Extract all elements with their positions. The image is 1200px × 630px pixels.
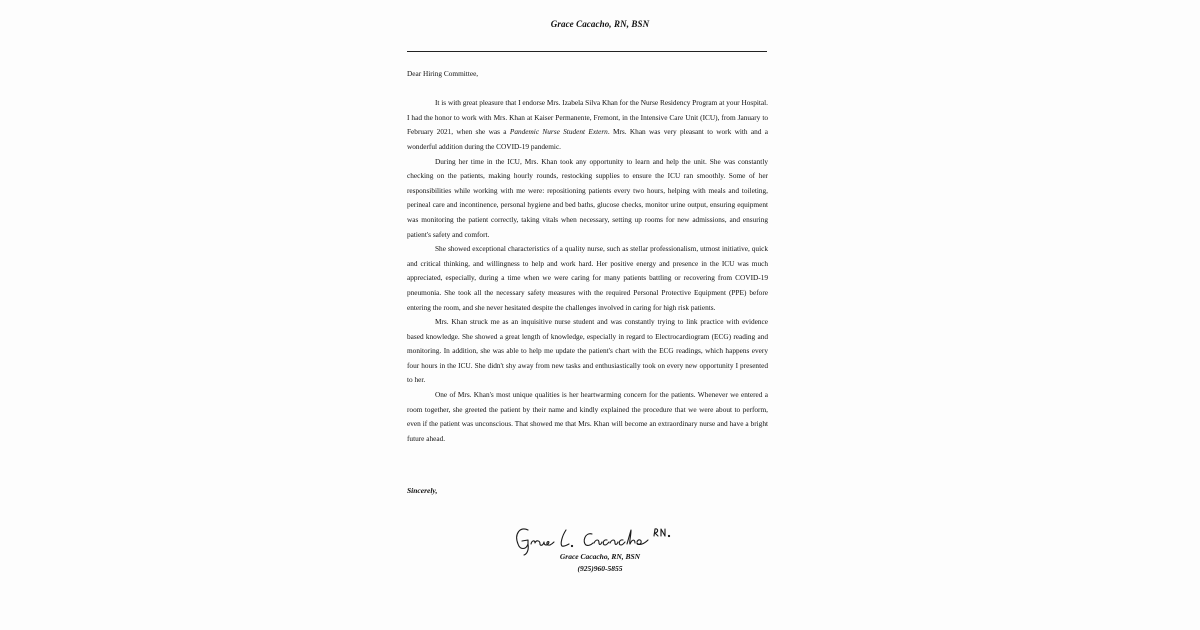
signature-name: Grace Cacacho, RN, BSN [559,552,641,561]
paragraph-1-emphasis: Pandemic Nurse Student Extern [509,127,608,137]
paragraph-3: She showed exceptional characteristics of a quality nurse, such as stellar professionalism, utmost initiative, quick and critical thinking, and willingness to help and work hard. Her positive energy and presence in the ICU was much appreciated, especially, during a time when we were caring for many patients battling or recovering from COVID-19 pneumonia. She took all the necessary safety measures with the required Personal Protective Equipment (PPE) before entering the room, and she never hesitated despite the challenges involved in caring for high risk patients. [407,244,768,312]
paragraph-1 [407,96,768,154]
signature-block [0,551,1200,574]
salutation: Dear Hiring Committee, [407,69,479,78]
closing: Sincerely, [407,486,438,495]
signature-phone: (925)960-5855 [577,563,623,573]
letter-body [407,67,768,446]
paragraph-5: One of Mrs. Khan's most unique qualities is her heartwarming concern for the patients. Whenever we entered a room together, she greeted the patient by their name and kindly explained the procedure that we were about to perform, even if the patient was unconscious. That showed me that Mrs. Khan will become an extraordinary nurse and have a bright future ahead. [407,390,768,443]
paragraph-1-after: . Mrs. Khan was very pleasant to work with and a wonderful addition during the COVID-19 pandemic. [407,127,769,151]
paragraph-4: Mrs. Khan struck me as an inquisitive nurse student and was constantly trying to link practice with evidence based knowledge. She showed a great length of knowledge, especially in regard to Electrocardiogram (ECG) reading and monitoring. In addition, she was able to help me update the patient's chart with the ECG readings, which happens every four hours in the ICU. She didn't shy away from new tasks and enthusiastically took on every new opportunity I presented to her. [407,317,768,385]
letterhead-name: Grace Cacacho, RN, BSN [550,19,650,29]
letterhead-divider [407,51,767,52]
paragraph-2: During her time in the ICU, Mrs. Khan took any opportunity to learn and help the unit. She was constantly checking on the patients, making hourly rounds, restocking supplies to ensure the ICU ran smoothly. Some of her responsibilities while working with me were: repositioning patients every two hours, helping with meals and toileting, perineal care and incontinence, personal hygiene and bed baths, glucose checks, monitor urine output, ensuring equipment was monitoring the patient correctly, taking vitals when necessary, setting up rooms for new admissions, and ensuring patient's safety and comfort. [407,156,768,239]
paragraph-1-before: It is with great pleasure that I endorse Mrs. Izabela Silva Khan for the Nurse Residency Program at your Hospital. I had the honor to work with Mrs. Khan at Kaiser Permanente, Fremont, in the Intensive Care Unit (ICU), from January to February 2021, when she was a [407,98,768,137]
